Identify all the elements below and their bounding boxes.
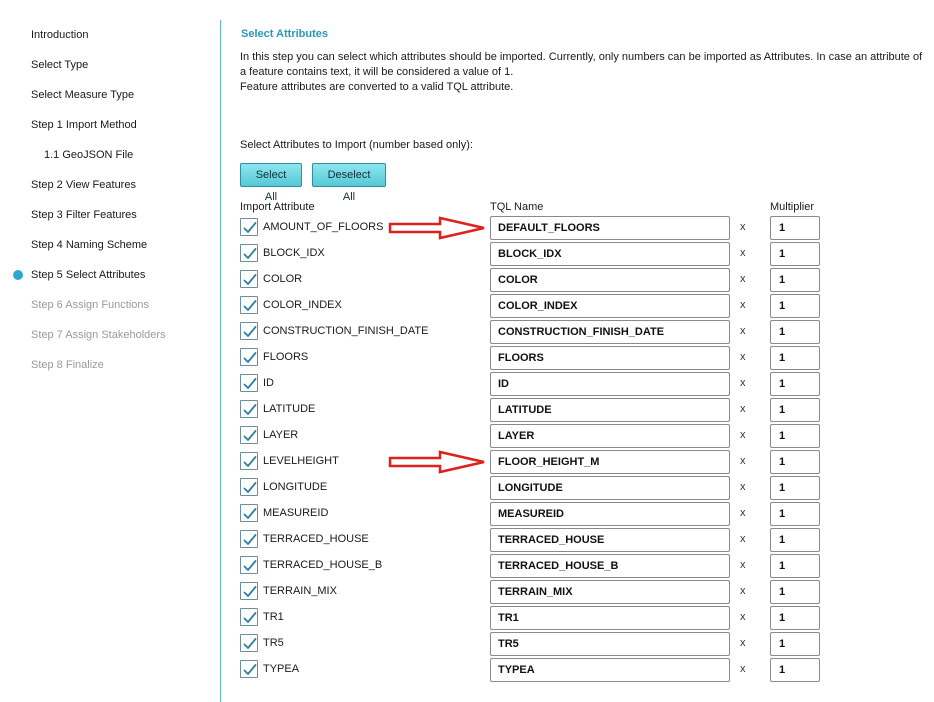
import-checkbox[interactable] [240,556,258,574]
column-header-tql-name: TQL Name [490,201,544,213]
attribute-name: ID [263,377,274,389]
table-row [221,501,934,527]
checkmark-icon [242,246,258,262]
checkmark-icon [242,376,258,392]
checkmark-icon [242,272,258,288]
sidebar-item-0[interactable]: Introduction [31,29,89,41]
table-row [221,423,934,449]
multiplier-input[interactable] [770,398,820,422]
checkmark-icon [242,350,258,366]
sidebar-item-6[interactable]: Step 3 Filter Features [31,209,137,221]
tql-name-input[interactable] [490,242,730,266]
import-checkbox[interactable] [240,504,258,522]
table-row [221,241,934,267]
table-row [221,605,934,631]
select-attributes-label: Select Attributes to Import (number based only): [240,139,473,151]
attribute-name: FLOORS [263,351,309,363]
multiplier-input[interactable] [770,606,820,630]
import-checkbox[interactable] [240,582,258,600]
description-line-2: a feature contains text, it will be considered a value of 1. [240,66,514,78]
times-symbol: x [740,637,746,649]
attribute-name: TERRAIN_MIX [263,585,337,597]
checkmark-icon [242,324,258,340]
tql-name-input[interactable] [490,294,730,318]
multiplier-input[interactable] [770,242,820,266]
tql-name-input[interactable] [490,606,730,630]
main-panel [221,0,934,702]
checkmark-icon [242,532,258,548]
checkmark-icon [242,220,258,236]
multiplier-input[interactable] [770,372,820,396]
import-checkbox[interactable] [240,348,258,366]
times-symbol: x [740,325,746,337]
table-row [221,267,934,293]
table-row [221,293,934,319]
table-row [221,657,934,683]
attribute-name: LONGITUDE [263,481,328,493]
tql-name-input[interactable] [490,476,730,500]
checkmark-icon [242,402,258,418]
multiplier-input[interactable] [770,450,820,474]
multiplier-input[interactable] [770,632,820,656]
tql-name-input[interactable] [490,554,730,578]
wizard-sidebar [0,0,221,702]
times-symbol: x [740,663,746,675]
tql-name-input[interactable] [490,424,730,448]
times-symbol: x [740,455,746,467]
multiplier-input[interactable] [770,528,820,552]
sidebar-item-4[interactable]: 1.1 GeoJSON File [44,149,134,161]
description-line-1: In this step you can select which attributes should be imported. Currently, only numbers can be imported as Attributes. In case an attribute of [240,51,923,63]
table-row [221,397,934,423]
tql-name-input[interactable] [490,502,730,526]
import-checkbox[interactable] [240,660,258,678]
multiplier-input[interactable] [770,294,820,318]
tql-name-input[interactable] [490,346,730,370]
tql-name-input[interactable] [490,268,730,292]
times-symbol: x [740,377,746,389]
import-checkbox[interactable] [240,452,258,470]
import-checkbox[interactable] [240,322,258,340]
sidebar-item-10: Step 7 Assign Stakeholders [31,329,166,341]
checkmark-icon [242,454,258,470]
times-symbol: x [740,429,746,441]
times-symbol: x [740,403,746,415]
tql-name-input[interactable] [490,398,730,422]
column-header-multiplier: Multiplier [770,201,815,213]
attribute-name: AMOUNT_OF_FLOORS [263,221,384,233]
times-symbol: x [740,299,746,311]
table-row [221,553,934,579]
multiplier-input[interactable] [770,268,820,292]
multiplier-input[interactable] [770,658,820,682]
table-row [221,345,934,371]
sidebar-item-7[interactable]: Step 4 Naming Scheme [31,239,148,251]
times-symbol: x [740,221,746,233]
table-row [221,579,934,605]
import-checkbox[interactable] [240,244,258,262]
page-title: Select Attributes [241,28,329,40]
sidebar-item-1[interactable]: Select Type [31,59,89,71]
table-row [221,631,934,657]
attribute-name: TR1 [263,611,284,623]
table-row [221,449,934,475]
multiplier-input[interactable] [770,346,820,370]
import-checkbox[interactable] [240,218,258,236]
import-checkbox[interactable] [240,296,258,314]
sidebar-item-9: Step 6 Assign Functions [31,299,150,311]
tql-name-input[interactable] [490,320,730,344]
active-step-indicator-icon [13,270,23,280]
tql-name-input[interactable] [490,216,730,240]
import-checkbox[interactable] [240,478,258,496]
multiplier-input[interactable] [770,424,820,448]
attribute-name: LAYER [263,429,299,441]
checkmark-icon [242,480,258,496]
times-symbol: x [740,507,746,519]
sidebar-item-11: Step 8 Finalize [31,359,104,371]
times-symbol: x [740,585,746,597]
red-arrow-annotation-icon [388,450,488,474]
times-symbol: x [740,481,746,493]
checkmark-icon [242,428,258,444]
sidebar-item-2[interactable]: Select Measure Type [31,89,135,101]
multiplier-input[interactable] [770,554,820,578]
checkmark-icon [242,610,258,626]
attribute-name: COLOR_INDEX [263,299,342,311]
multiplier-input[interactable] [770,476,820,500]
table-row [221,371,934,397]
sidebar-item-8[interactable]: Step 5 Select Attributes [31,269,146,281]
table-row [221,319,934,345]
attribute-name: TERRACED_HOUSE_B [263,559,383,571]
checkmark-icon [242,558,258,574]
tql-name-input[interactable] [490,580,730,604]
table-row [221,215,934,241]
attribute-name: LATITUDE [263,403,316,415]
import-checkbox[interactable] [240,374,258,392]
multiplier-input[interactable] [770,216,820,240]
times-symbol: x [740,611,746,623]
checkmark-icon [242,298,258,314]
times-symbol: x [740,351,746,363]
column-header-import-attribute: Import Attribute [240,201,315,213]
checkmark-icon [242,506,258,522]
deselect-all-button[interactable]: Deselect All [312,163,386,187]
select-all-button[interactable]: Select All [240,163,302,187]
sidebar-item-5[interactable]: Step 2 View Features [31,179,136,191]
table-row [221,475,934,501]
multiplier-input[interactable] [770,502,820,526]
tql-name-input[interactable] [490,658,730,682]
description-line-3: Feature attributes are converted to a valid TQL attribute. [240,81,514,93]
multiplier-input[interactable] [770,320,820,344]
multiplier-input[interactable] [770,580,820,604]
import-checkbox[interactable] [240,270,258,288]
red-arrow-annotation-icon [388,216,488,240]
sidebar-item-3[interactable]: Step 1 Import Method [31,119,137,131]
tql-name-input[interactable] [490,450,730,474]
import-checkbox[interactable] [240,426,258,444]
attribute-name: MEASUREID [263,507,329,519]
attribute-name: COLOR [263,273,303,285]
import-checkbox[interactable] [240,400,258,418]
tql-name-input[interactable] [490,372,730,396]
times-symbol: x [740,533,746,545]
attribute-name: BLOCK_IDX [263,247,325,259]
import-checkbox[interactable] [240,608,258,626]
import-checkbox[interactable] [240,634,258,652]
checkmark-icon [242,636,258,652]
tql-name-input[interactable] [490,632,730,656]
times-symbol: x [740,273,746,285]
times-symbol: x [740,559,746,571]
checkmark-icon [242,584,258,600]
attribute-name: TR5 [263,637,284,649]
tql-name-input[interactable] [490,528,730,552]
attribute-name: LEVELHEIGHT [263,455,339,467]
times-symbol: x [740,247,746,259]
checkmark-icon [242,662,258,678]
attribute-name: TERRACED_HOUSE [263,533,369,545]
import-checkbox[interactable] [240,530,258,548]
attribute-name: CONSTRUCTION_FINISH_DATE [263,325,429,337]
table-row [221,527,934,553]
attribute-name: TYPEA [263,663,300,675]
